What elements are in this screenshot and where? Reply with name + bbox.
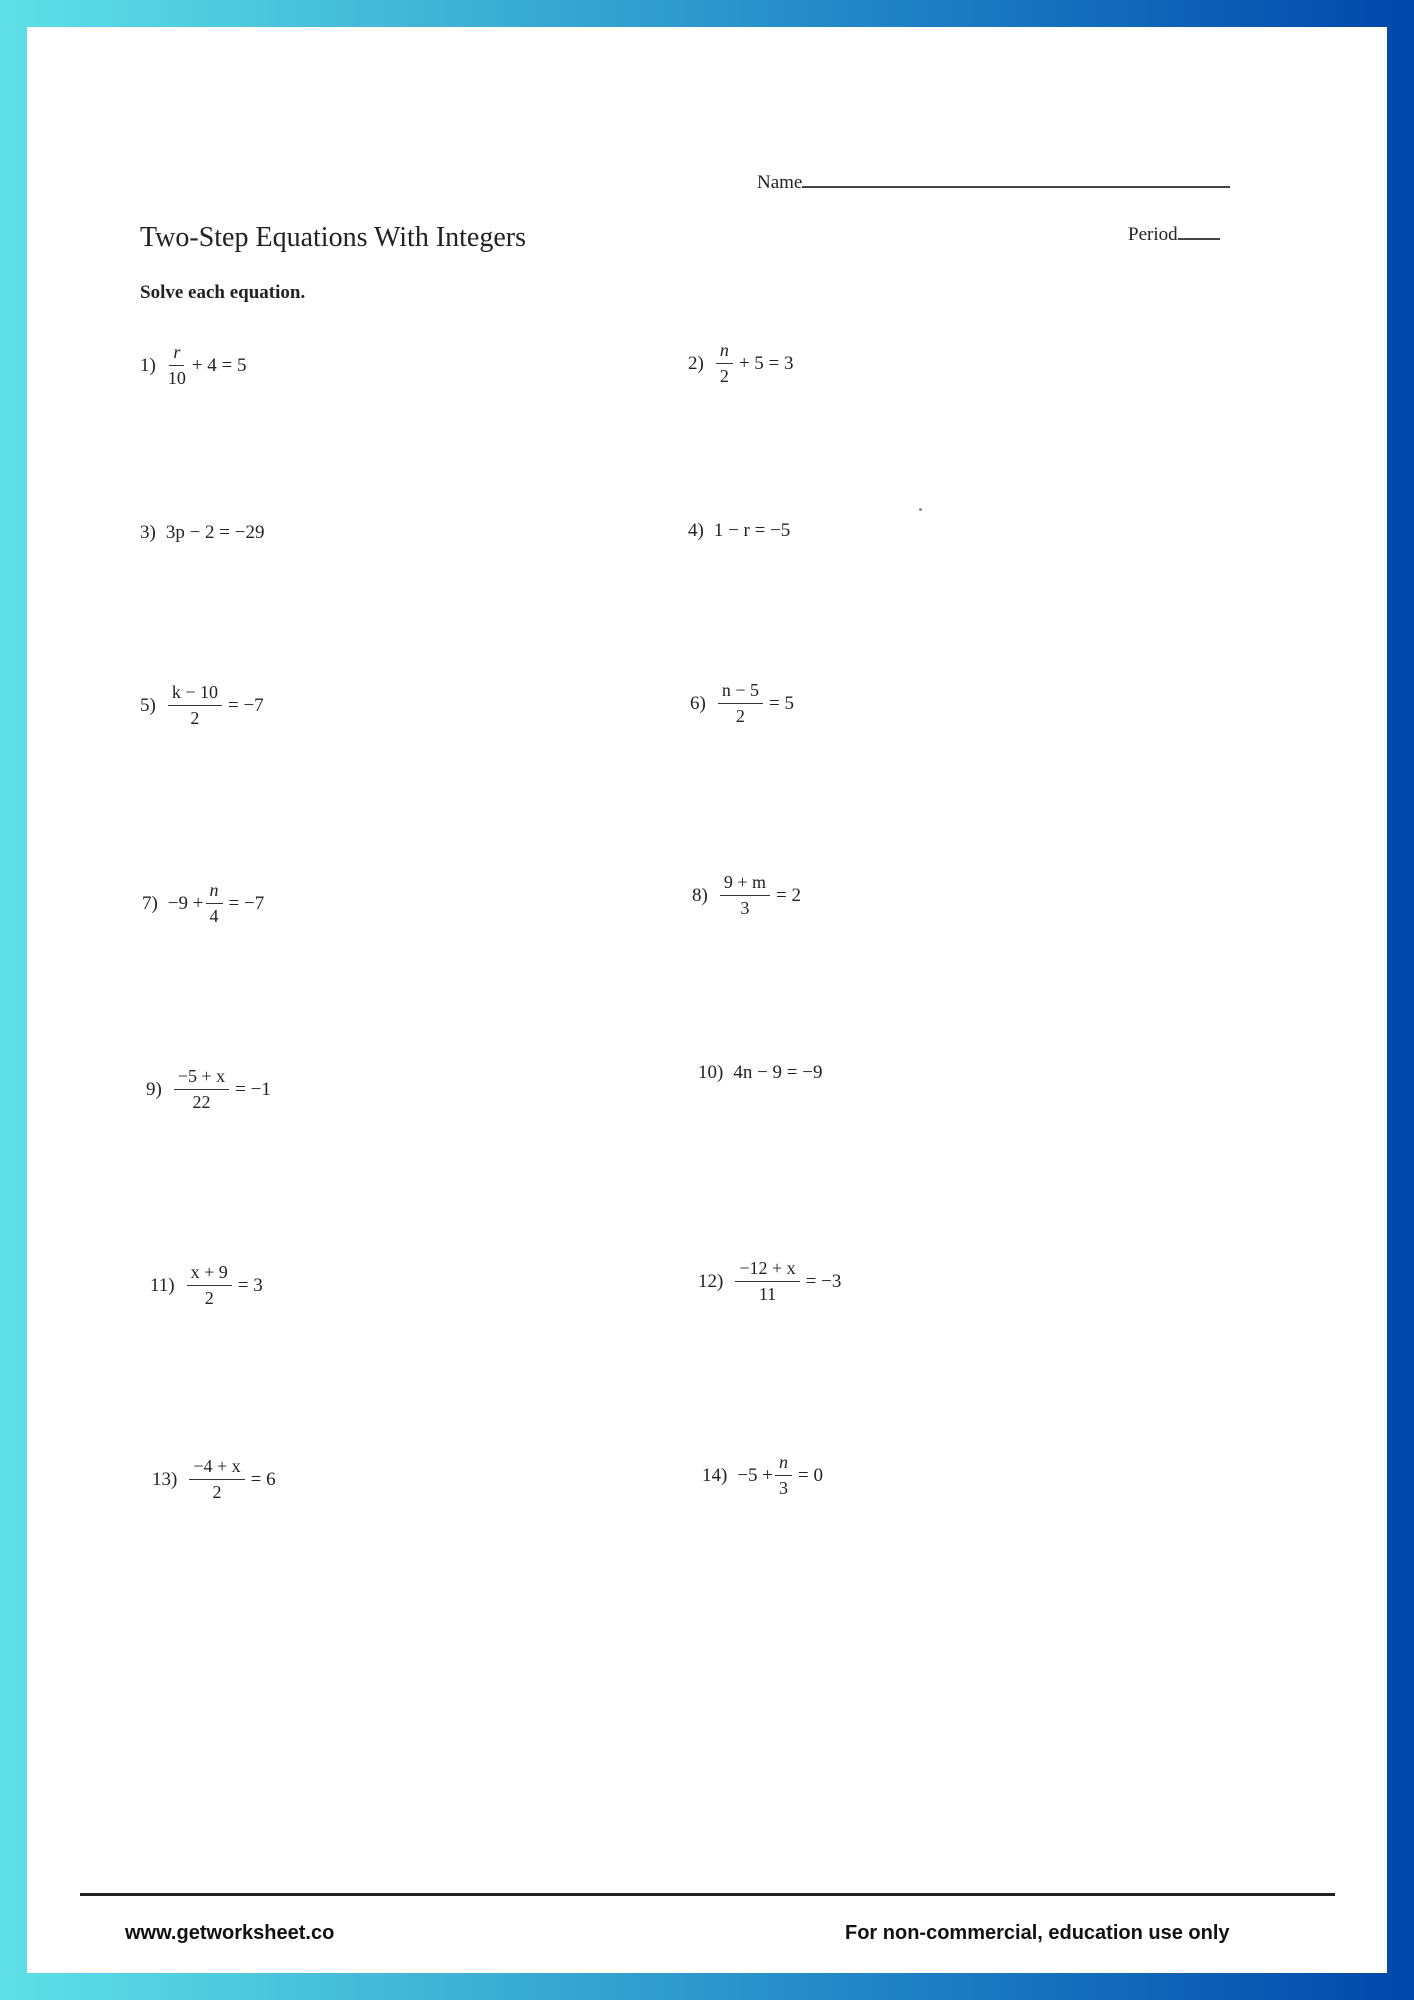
problem-number: 8) — [692, 884, 708, 906]
leading-term: −5 + — [737, 1464, 774, 1486]
equation-rest: + 4 = 5 — [191, 354, 247, 376]
problem-13 — [152, 1456, 276, 1503]
numerator: −5 + x — [174, 1066, 229, 1090]
problem-number: 2) — [688, 352, 704, 374]
period-label: Period — [1128, 224, 1178, 245]
period-blank[interactable] — [1178, 224, 1220, 240]
name-label: Name — [757, 172, 803, 193]
equation-rest: = −1 — [235, 1078, 271, 1100]
worksheet-page — [27, 27, 1387, 1973]
fraction — [735, 1258, 799, 1305]
equation-rest: = 0 — [798, 1464, 823, 1486]
numerator: n — [775, 1452, 792, 1476]
equation-rest: + 5 = 3 — [738, 352, 794, 374]
fraction — [187, 1262, 232, 1309]
numerator: x + 9 — [187, 1262, 232, 1286]
denominator: 2 — [190, 708, 200, 728]
fraction — [775, 1452, 792, 1499]
leading-term: −9 + — [167, 892, 204, 914]
problem-9 — [146, 1066, 271, 1113]
denominator: 22 — [192, 1092, 211, 1112]
numerator: k − 10 — [168, 682, 222, 706]
denominator: 10 — [167, 368, 186, 388]
problem-number: 9) — [146, 1078, 162, 1100]
problem-number: 11) — [150, 1274, 175, 1296]
denominator: 2 — [735, 706, 745, 726]
problem-number: 14) — [702, 1464, 728, 1486]
equation-rest: = 2 — [775, 884, 801, 906]
fraction — [718, 680, 763, 727]
equation-rest: = −7 — [227, 694, 264, 716]
problem-number: 12) — [698, 1270, 724, 1292]
fraction — [174, 1066, 229, 1113]
equation-rest: = −3 — [805, 1270, 842, 1292]
footer-website[interactable]: www.getworksheet.co — [125, 1922, 335, 1944]
problem-12 — [698, 1258, 841, 1305]
name-field[interactable] — [757, 172, 1230, 194]
numerator: −4 + x — [189, 1456, 244, 1480]
problem-7 — [142, 880, 264, 927]
numerator: −12 + x — [735, 1258, 799, 1282]
equation: 3p − 2 = −29 — [165, 522, 265, 543]
denominator: 2 — [719, 366, 729, 386]
denominator: 11 — [758, 1284, 777, 1304]
period-field[interactable] — [1128, 224, 1220, 246]
numerator: n − 5 — [718, 680, 763, 704]
equation-rest: = −7 — [228, 892, 265, 914]
numerator: r — [169, 342, 184, 366]
fraction — [168, 682, 222, 729]
equation-rest: = 5 — [768, 692, 794, 714]
denominator: 2 — [204, 1288, 214, 1308]
problem-number: 4) — [688, 520, 704, 541]
fraction — [206, 880, 223, 927]
problem-8 — [692, 872, 801, 919]
problem-number: 7) — [142, 892, 158, 914]
problem-3 — [140, 522, 264, 544]
denominator: 2 — [212, 1482, 222, 1502]
equation: 1 − r = −5 — [713, 520, 791, 541]
problem-11 — [150, 1262, 263, 1309]
numerator: n — [716, 340, 733, 364]
instructions: Solve each equation. — [140, 282, 306, 303]
problem-10 — [698, 1062, 822, 1084]
denominator: 3 — [779, 1478, 789, 1498]
scan-speck — [919, 508, 922, 511]
denominator: 4 — [209, 906, 219, 926]
name-blank[interactable] — [802, 172, 1230, 188]
equation: 4n − 9 = −9 — [733, 1062, 823, 1083]
worksheet-title: Two-Step Equations With Integers — [140, 222, 526, 253]
problem-number: 5) — [140, 694, 156, 716]
problem-number: 13) — [152, 1468, 178, 1490]
problem-6 — [690, 680, 794, 727]
numerator: n — [206, 880, 223, 904]
numerator: 9 + m — [720, 872, 770, 896]
fraction — [189, 1456, 244, 1503]
equation-rest: = 3 — [237, 1274, 263, 1296]
denominator: 3 — [740, 898, 750, 918]
fraction — [716, 340, 733, 387]
problem-number: 1) — [140, 354, 156, 376]
problem-number: 10) — [698, 1062, 724, 1083]
problem-2 — [688, 340, 794, 387]
footer-divider — [80, 1893, 1335, 1896]
problem-number: 6) — [690, 692, 706, 714]
problem-14 — [702, 1452, 823, 1499]
footer-notice: For non-commercial, education use only — [845, 1922, 1230, 1944]
fraction — [720, 872, 770, 919]
problem-number: 3) — [140, 522, 156, 543]
fraction — [168, 342, 186, 389]
problem-4 — [688, 520, 790, 542]
equation-rest: = 6 — [250, 1468, 276, 1490]
problem-5 — [140, 682, 264, 729]
problem-1 — [140, 342, 247, 389]
